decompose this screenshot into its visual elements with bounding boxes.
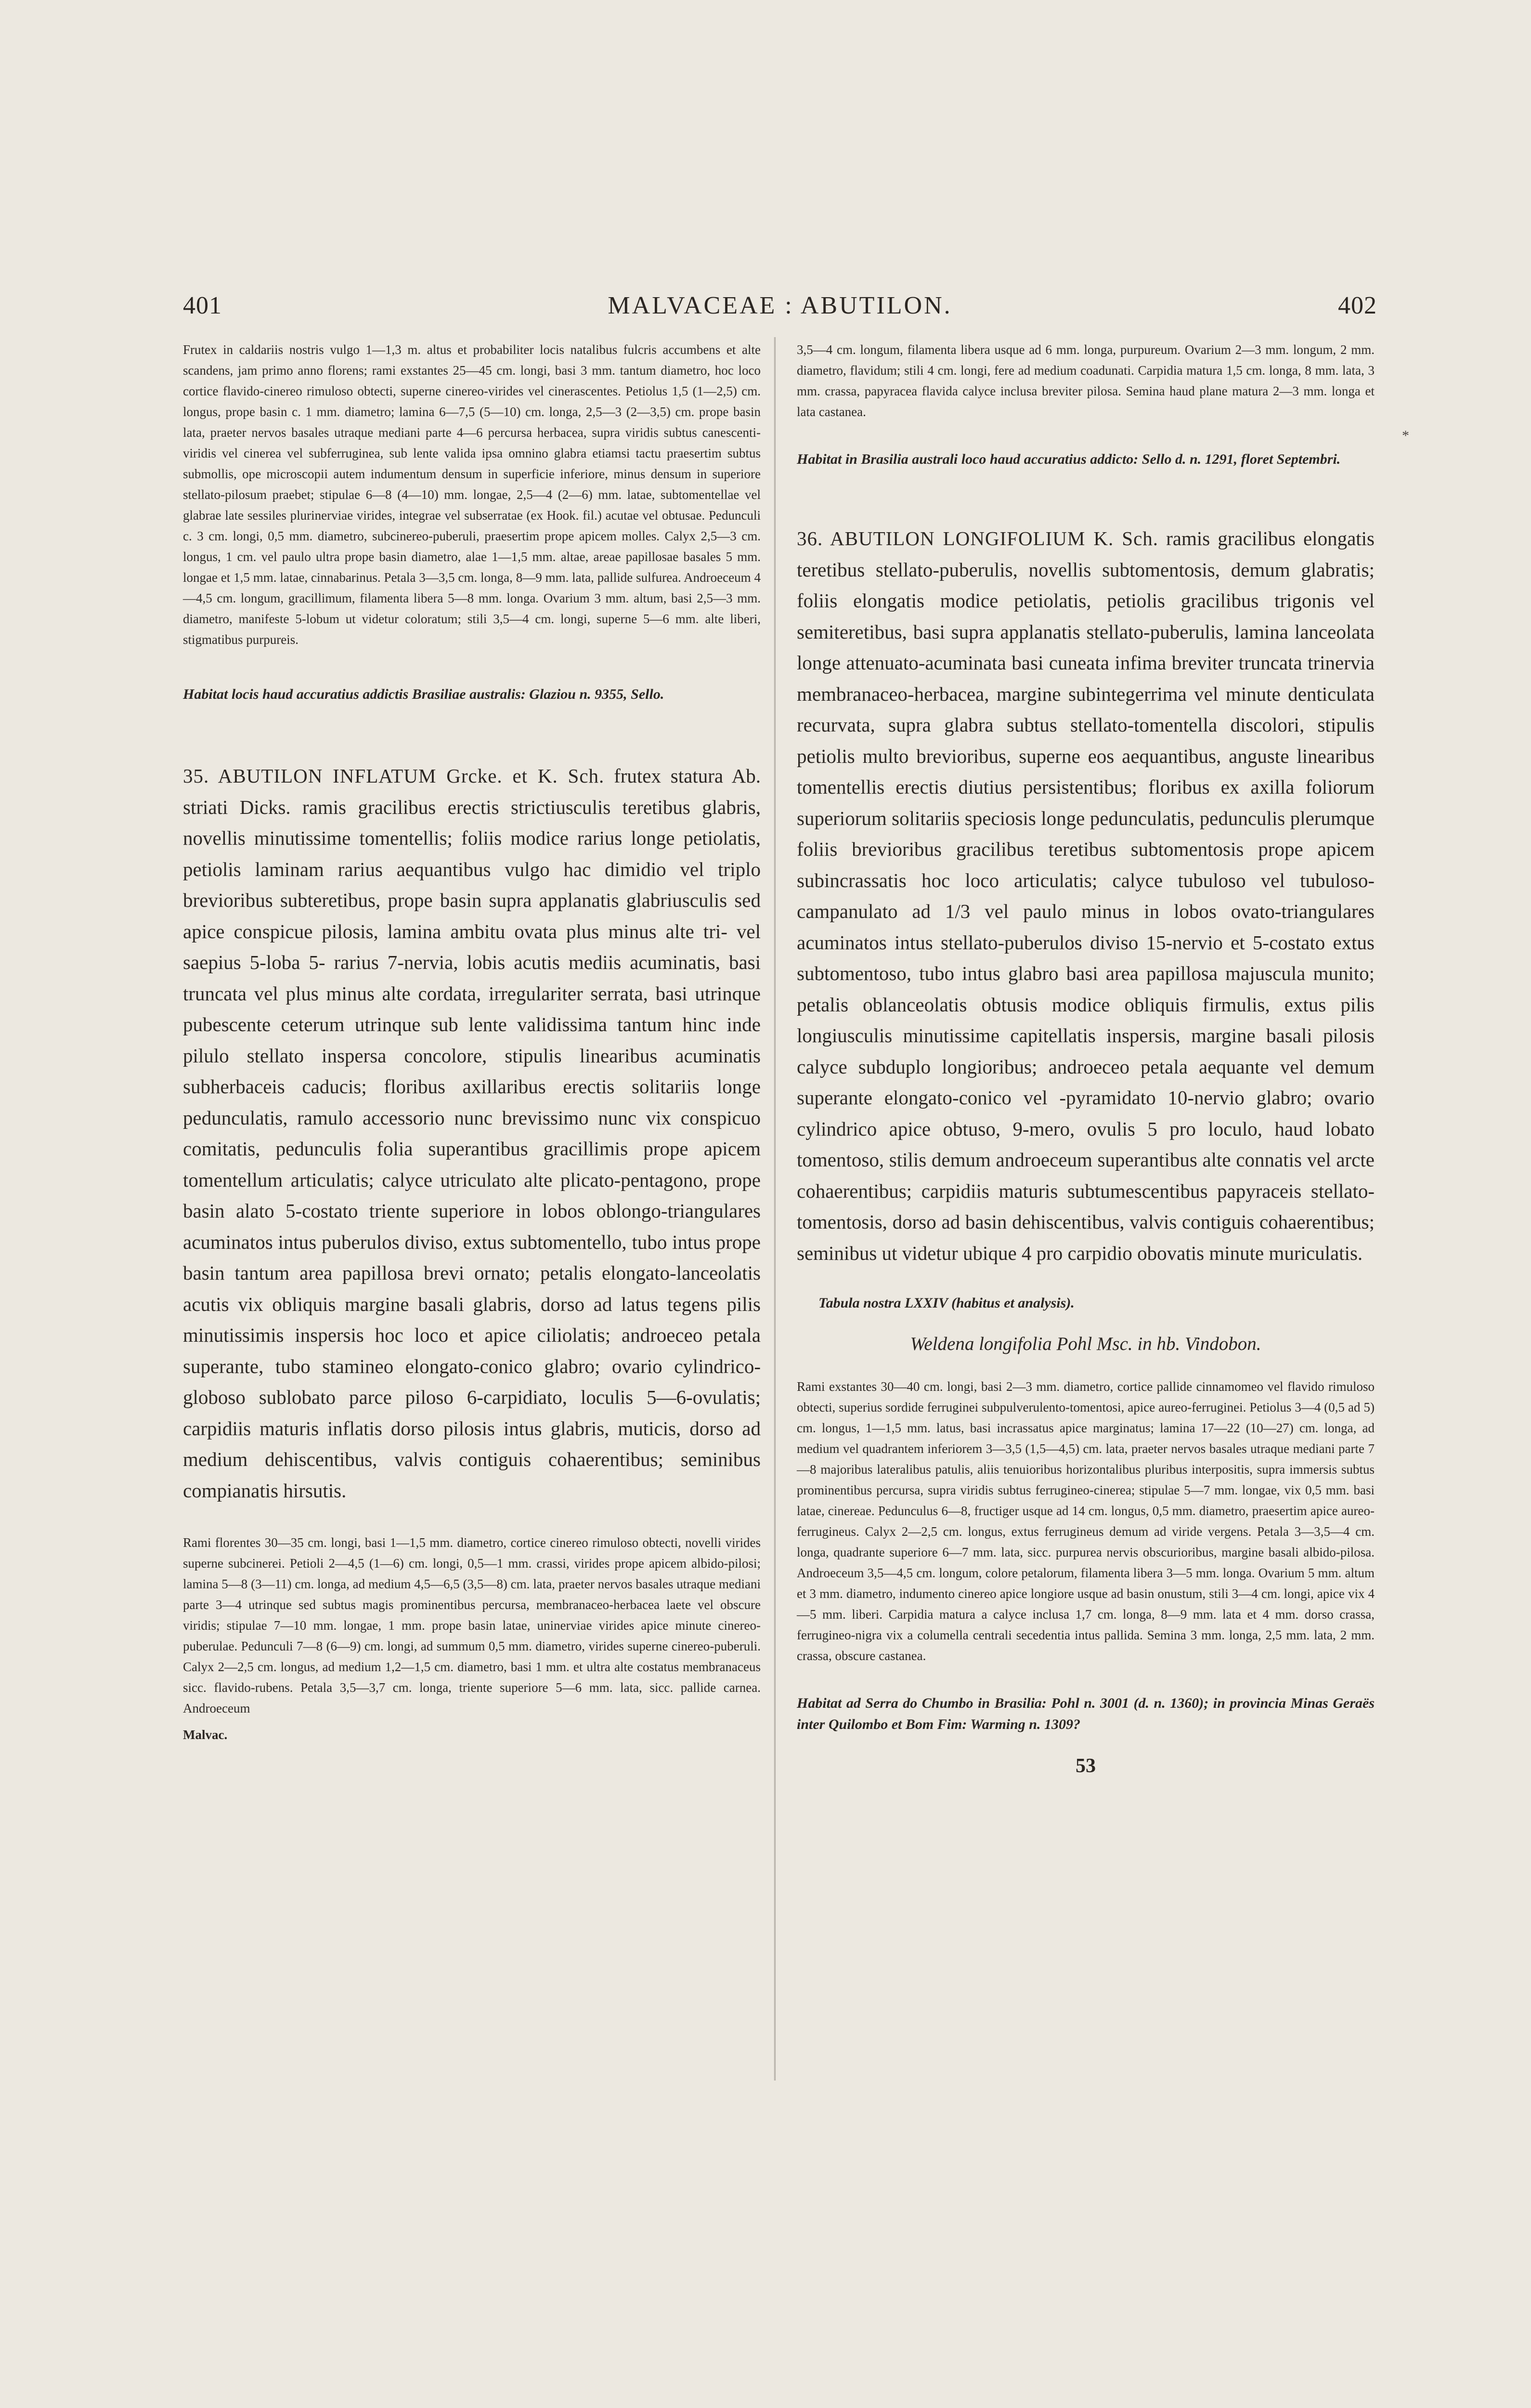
synonym: Weldena longifolia Pohl Msc. in hb. Vindobon.	[910, 1334, 1261, 1354]
habitat-note: Habitat locis haud accuratius addictis Brasiliae australis: Glaziou n. 9355, Sello.	[183, 686, 664, 702]
species35-description-continued: 3,5—4 cm. longum, filamenta libera usque ad 6 mm. longa, purpureum. Ovarium 2—3 mm. longum, 2 mm. diametro, flavidum; stili 4 cm. longi, fere ad medium coadunati. Carpidia matura 1,5 cm. longa, 8 mm. lata, 3 mm. crassa, papyracea flavida calyce inclusa breviter pilosa. Semina haud plane matura 2—3 mm. longa et lata castanea.	[797, 342, 1375, 419]
sheet-number: 53	[1076, 1755, 1096, 1777]
species35-description: Rami florentes 30—35 cm. longi, basi 1—1,5 mm. diametro, cortice cinereo rimuloso obtecti, novelli virides superne subcinerei. Petioli 2—4,5 (1—6) cm. longi, 0,5—1 mm. crassi, virides prope apicem albido-pilosi; lamina 5—8 (3—11) cm. longa, ad medium 4,5—6,5 (3,5—8) cm. lata, praeter nervos basales utraque mediani parte 3—4 utrinque sed subtus magis prominentibus percursa, membranaceo-herbacea laete vel obscure viridis; stipulae 7—10 mm. longae, 1 mm. prope basin latae, uninerviae virides apice minute cinereo-puberulae. Pedunculi 7—8 (6—9) cm. longi, ad summum 0,5 mm. diametro, virides superne cinereo-puberuli. Calyx 2—2,5 cm. longus, ad medium 1,2—1,5 cm. diametro, basi 1 mm. et ultra alte costatus membranaceus sicc. flavido-rubens. Petala 3,5—3,7 cm. longa, triente superiore 5—6 mm. lata, sicc. pallide carnea. Androeceum	[183, 1535, 761, 1715]
species36-diagnosis	[797, 523, 1375, 1269]
habitat-note: Habitat ad Serra do Chumbo in Brasilia: Pohl n. 3001 (d. n. 1360); in provincia Minas Geraës inter Quilombo et Bom Fim: Warming n. 1309?	[797, 1695, 1375, 1732]
page-number-right: 402	[1338, 292, 1377, 319]
running-title: MALVACEAE : ABUTILON.	[608, 292, 952, 319]
margin-mark: *	[1402, 428, 1409, 444]
running-header	[183, 291, 1377, 325]
right-column	[797, 340, 1375, 1778]
habitat-note: Habitat in Brasilia australi loco haud accuratius addicto: Sello d. n. 1291, floret Septembri.	[797, 451, 1341, 467]
species36-description: Rami exstantes 30—40 cm. longi, basi 2—3 mm. diametro, cortice pallide cinnamomeo vel flavido rimuloso obtecti, superius sordide ferruginei subpulverulento-tomentosi, apice aureo-ferruginei. Petiolus 3—4 (0,5 ad 5) cm. longus, 1—1,5 mm. latus, basi incrassatus apice marginatus; lamina 17—22 (10—27) cm. longa, ad medium vel quadrantem inferiorem 3—3,5 (1,5—4,5) cm. lata, praeter nervos basales utraque mediani parte 7—8 majoribus lateralibus patulis, aliis tenuioribus horizontalibus pluribus interpositis, supra immersis subtus prominentibus percursa, supra viridis subtus ferrugineo-cinerea; stipulae 5—7 mm. longae, vix 0,5 mm. basi latae, cinereae. Pedunculus 6—8, fructiger usque ad 14 cm. longus, 0,5 mm. diametro, praesertim apice aureo-ferrugineus. Calyx 2—2,5 cm. longus, extus ferrugineus demum ad viride vergens. Petala 3—3,5—4 cm. longa, quadrante superiore 6—7 mm. lata, sicc. purpurea nervis obscurioribus, margine basali albido-pilosa. Androeceum 3,5—4,5 cm. longum, colore petalorum, filamenta libera 3—5 mm. longa. Ovarium 5 mm. altum et 3 mm. diametro, indumento cinereo apice longiore usque ad basin onustum, stili 3—4 cm. longi, apice vix 4—5 mm. liberi. Carpidia matura a calyce inclusa 1,7 cm. longa, 8—9 mm. lata et 4 mm. dorso crassa, ferrugineo-nigra vix a columella centrali secedentia intus pallida. Semina 3 mm. longa, 2,5 mm. lata, 2 mm. crassa, obscure castanea.	[797, 1379, 1375, 1663]
plate-reference: Tabula nostra LXXIV (habitus et analysis).	[818, 1295, 1075, 1311]
species34-description: Frutex in caldariis nostris vulgo 1—1,3 m. altus et probabiliter locis natalibus fulcris accumbens et alte scandens, jam primo anno florens; rami exstantes 25—45 cm. longi, basi 3 mm. tantum diametro, hoc loco cortice flavido-cinereo rimuloso obtecti, superne cinereo-virides vel cinerascentes. Petiolus 1,5 (1—2,5) cm. longus, prope basin c. 1 mm. diametro; lamina 6—7,5 (5—10) cm. longa, 2,5—3 (2—3,5) cm. prope basin lata, praeter nervos basales utraque mediani parte 4—6 percursa herbacea, supra viridis subtus canescenti-viridis vel cinerea vel subferruginea, sub lente valida ipsa omnino glabra etiamsi tactu praesertim subtus submollis, ope microscopii autem indumentum densum in superficie inferiore, minus densum in superiore stellato-pilosum praebet; stipulae 6—8 (4—10) mm. longae, 2,5—4 (2—6) mm. latae, subtomentellae vel glabrae late sessiles plurinerviae virides, integrae vel subserratae (ex Hook. fil.) acutae vel obtusae. Pedunculi c. 3 cm. longi, 0,5 mm. diametro, subcinereo-puberuli, praesertim prope apicem molles. Calyx 2,5—3 cm. longus, 1 cm. vel paulo ultra prope basin diametro, alae 1—1,5 mm. altae, areae papillosae basales 5 mm. longae et 1,5 mm. latae, cinnabarinus. Petala 3—3,5 cm. longa, 8—9 mm. lata, pallide sulfurea. Androeceum 4—4,5 cm. longum, gracillimum, filamenta libera 5—8 mm. longa. Ovarium 3 mm. altum, basi 2,5—3 mm. diametro, manifeste 5-lobum ut videtur coloratum; stili 3,5—4 cm. longi, superne 5—6 mm. alte liberi, stigmatibus purpureis.	[183, 342, 761, 647]
species35-diagnosis	[183, 760, 761, 1506]
species35-heading: 35. ABUTILON INFLATUM Grcke. et K. Sch.	[183, 765, 605, 787]
page-number-left: 401	[183, 292, 222, 319]
species36-block	[797, 523, 1375, 1269]
species35-diagnosis-text: frutex statura Ab. striati Dicks. ramis gracilibus erectis strictiusculis teretibus glabris, novellis minutissime tomentellis; foliis modice rarius longe petiolatis, petiolis laminam rarius aequantibus vulgo hac dimidio vel triplo brevioribus subteretibus, prope basin supra applanatis glabriusculis sed apice conspicue pilosis, lamina ambitu ovata plus minus alte tri- vel saepius 5-loba 5- rarius 7-nervia, lobis acutis mediis acuminatis, basi truncata vel plus minus alte cordata, irregulariter serrata, basi utrinque pubescente ceterum utrinque sub lente validissima tantum hinc inde pilulo stellato inspersa concolore, stipulis linearibus acuminatis subherbaceis caducis; floribus axillaribus erectis solitariis longe pedunculatis, ramulo accessorio nunc brevissimo nunc vix conspicuo comitatis, pedunculis folia superantibus gracillimis prope apicem tomentellum articulatis; calyce utriculato alte plicato-pentagono, prope basin alato 5-costato triente superiore in lobos oblongo-triangulares acuminatos intus puberulos diviso, extus subtomentello, tubo intus prope basin tantum area papillosa brevi ornato; petalis elongato-lanceolatis acutis vix obliquis margine basali glabris, dorso ad latus tegens pilis minutissimis inspersis hoc loco et apice ciliolatis; androeceo petala superante, tubo stamineo elongato-conico glabro; ovario cylindrico-globoso sublobato parce piloso 6-carpidiato, loculis 5—6-ovulatis; carpidiis maturis inflatis dorso pilosis intus glabris, muticis, dorso ad medium dehiscentibus, valvis contiguis cohaerentibus; seminibus compianatis hirsutis.	[183, 765, 761, 1502]
signature-mark: Malvac.	[183, 1727, 228, 1742]
species36-diagnosis-text: ramis gracilibus elongatis teretibus stellato-puberulis, novellis subtomentosis, demum glabratis; foliis elongatis modice petiolatis, petiolis gracilibus trigonis vel semiteretibus, basi supra applanatis stellato-puberulis, lamina lanceolata longe attenuato-acuminata basi cuneata infima breviter truncata trinervia membranaceo-herbacea, margine subintegerrima vel minute denticulata recurvata, supra glabra subtus stellato-tomentella discolori, stipulis petiolis multo brevioribus, superne eos aequantibus, anguste linearibus tomentellis erectis diutius persistentibus; floribus ex axilla foliorum superiorum solitariis speciosis longe pedunculatis, pedunculis plerumque foliis brevioribus gracilibus teretibus subtomentosis prope apicem subincrassatis hoc loco articulatis; calyce tubuloso vel tubuloso-campanulato ad 1/3 vel paulo minus in lobos ovato-triangulares acuminatos intus stellato-puberulos diviso 15-nervio et 5-costato extus subtomentoso, tubo intus glabro basi area papillosa majuscula munito; petalis oblanceolatis obtusis modice obliquis firmulis, extus pilis longiusculis minutissime capitellatis inspersis, margine basali pilosis calyce subduplo longioribus; androeceo petala aequante vel demum superante elongato-conico vel -pyramidato 10-nervio glabro; ovario cylindrico apice obtuso, 9-mero, ovulis 5 pro loculo, haud lobato tomentoso, stilis demum androeceum superantibus alte connatis vel arcte cohaerentibus; carpidiis maturis subtumescentibus papyraceis stellato-tomentosis, dorso ad basin dehiscentibus, valvis contiguis cohaerentibus; seminibus ut videtur ubique 4 pro carpidio obovatis minute muriculatis.	[797, 527, 1375, 1264]
column-divider	[774, 337, 776, 2081]
species36-heading: 36. ABUTILON LONGIFOLIUM K. Sch.	[797, 527, 1159, 550]
left-column	[183, 340, 761, 1742]
species35-block	[183, 760, 761, 1506]
